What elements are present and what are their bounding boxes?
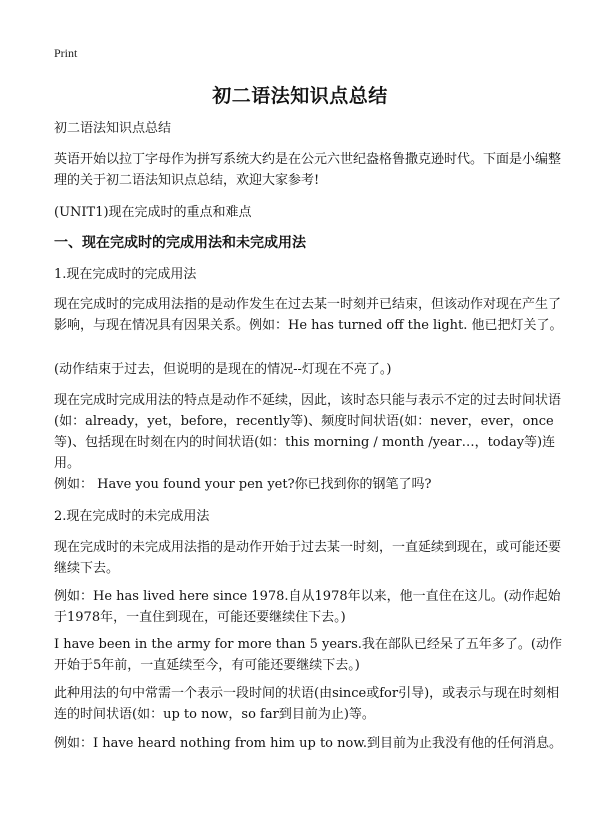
completed-usage-note: (动作结束于过去，但说明的是现在的情况--灯现在不亮了。) — [54, 362, 392, 377]
unit-heading: (UNIT1)现在完成时的重点和难点 — [54, 205, 252, 220]
print-link[interactable]: Print — [54, 46, 78, 60]
usage-rule-paragraph: 此种用法的句中常需一个表示一段时间的状语(由since或for引导)，或表示与现在时刻相连的时间状语(如：up to now，so far到目前为止)等。 — [54, 686, 560, 722]
subsection-heading-1: 1.现在完成时的完成用法 — [54, 267, 197, 282]
example-paragraph-3: I have been in the army for more than 5 years.我在部队已经呆了五年多了。(动作开始于5年前，一直延续至今，有可能还要继续下去。) — [54, 637, 562, 673]
example-paragraph-1: 例如： Have you found your pen yet?你已找到你的钢笔了吗? — [54, 477, 432, 492]
completed-usage-features: 现在完成时完成用法的特点是动作不延续，因此，该时态只能与表示不定的过去时间状语(如：already，yet，before，recently等)、频度时间状语(如：never，ever，once等)、包括现在时刻在内的时间状语(如：this morning / month /year…，today等)连用。 — [54, 393, 562, 471]
subtitle-paragraph: 初二语法知识点总结 — [54, 121, 172, 136]
example-paragraph-2: 例如：He has lived here since 1978.自从1978年以来，他一直住在这儿。(动作起始于1978年，一直住到现在，可能还要继续住下去。) — [54, 589, 561, 625]
document-title: 初二语法知识点总结 — [212, 85, 388, 107]
intro-paragraph: 英语开始以拉丁字母作为拼写系统大约是在公元六世纪盎格鲁撒克逊时代。下面是小编整理的关于初二语法知识点总结，欢迎大家参考! — [54, 152, 562, 188]
uncompleted-usage-paragraph: 现在完成时的未完成用法指的是动作开始于过去某一时刻，一直延续到现在，或可能还要继续下去。 — [54, 540, 562, 576]
completed-usage-paragraph: 现在完成时的完成用法指的是动作发生在过去某一时刻并已结束，但该动作对现在产生了影响，与现在情况具有因果关系。例如：He has turned off the light. 他已把灯关了。 — [54, 297, 563, 333]
subsection-heading-2: 2.现在完成时的未完成用法 — [54, 509, 210, 524]
example-paragraph-4: 例如：I have heard nothing from him up to now.到目前为止我没有他的任何消息。 — [54, 736, 563, 751]
section-heading: 一、现在完成时的完成用法和未完成用法 — [54, 235, 306, 251]
